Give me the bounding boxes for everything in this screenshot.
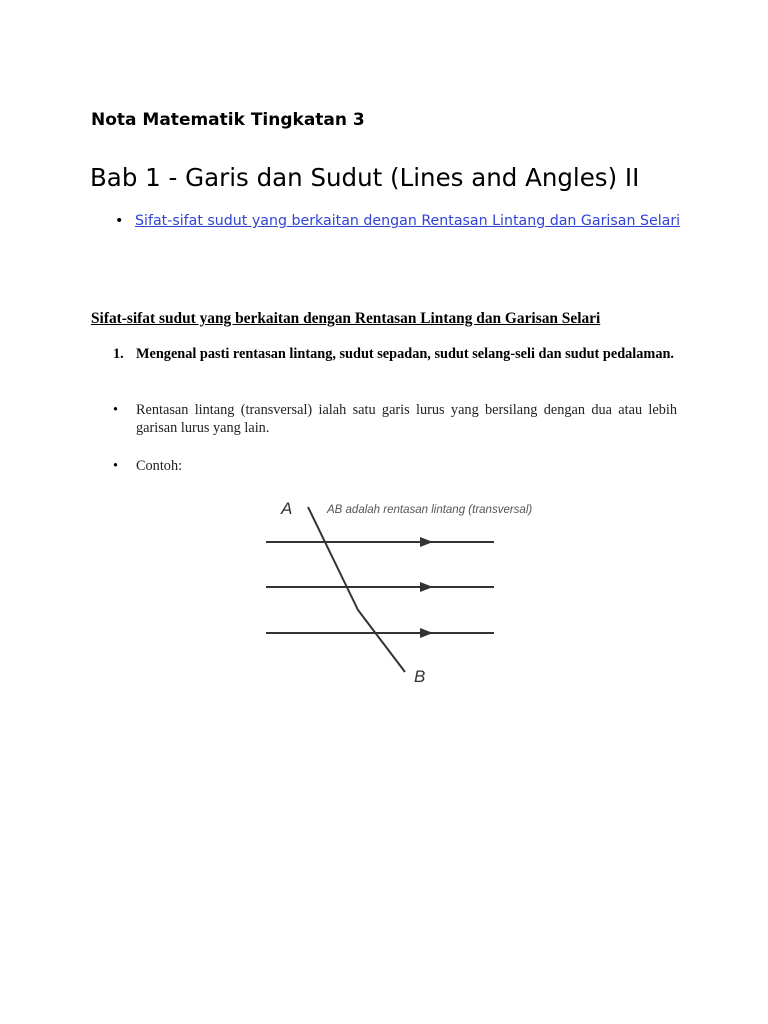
numbered-item — [113, 345, 677, 363]
definition-text: Rentasan lintang (transversal) ialah satu garis lurus yang bersilang dengan dua atau lebih garisan lurus yang lain. — [136, 402, 677, 436]
transversal-line-ab — [308, 507, 405, 672]
bullet-definition — [113, 401, 677, 437]
section-heading: Sifat-sifat sudut yang berkaitan dengan Rentasan Lintang dan Garisan Selari — [91, 310, 601, 327]
table-of-contents — [113, 211, 693, 231]
item-text: Mengenal pasti rentasan lintang, sudut sepadan, sudut selang-seli dan sudut pedalaman. — [136, 346, 674, 362]
point-a-label: A — [281, 499, 293, 518]
toc-link-sifat-sifat-sudut[interactable]: Sifat-sifat sudut yang berkaitan dengan Rentasan Lintang dan Garisan Selari — [135, 213, 681, 229]
arrow-icon — [420, 582, 433, 592]
toc-item — [113, 211, 693, 231]
bullet-icon: • — [115, 213, 124, 229]
bullet-icon: • — [113, 402, 119, 418]
point-b-label: B — [414, 667, 426, 686]
arrow-icon — [420, 537, 433, 547]
arrow-icon — [420, 628, 433, 638]
example-label: Contoh: — [136, 458, 183, 474]
bullet-example — [113, 457, 677, 475]
item-number: 1. — [113, 346, 124, 362]
transversal-diagram — [258, 492, 558, 692]
bullet-icon: • — [113, 458, 119, 474]
chapter-title: Bab 1 - Garis dan Sudut (Lines and Angles) II — [90, 163, 640, 192]
document-header: Nota Matematik Tingkatan 3 — [91, 110, 365, 130]
figure-caption: AB adalah rentasan lintang (transversal) — [327, 504, 533, 516]
